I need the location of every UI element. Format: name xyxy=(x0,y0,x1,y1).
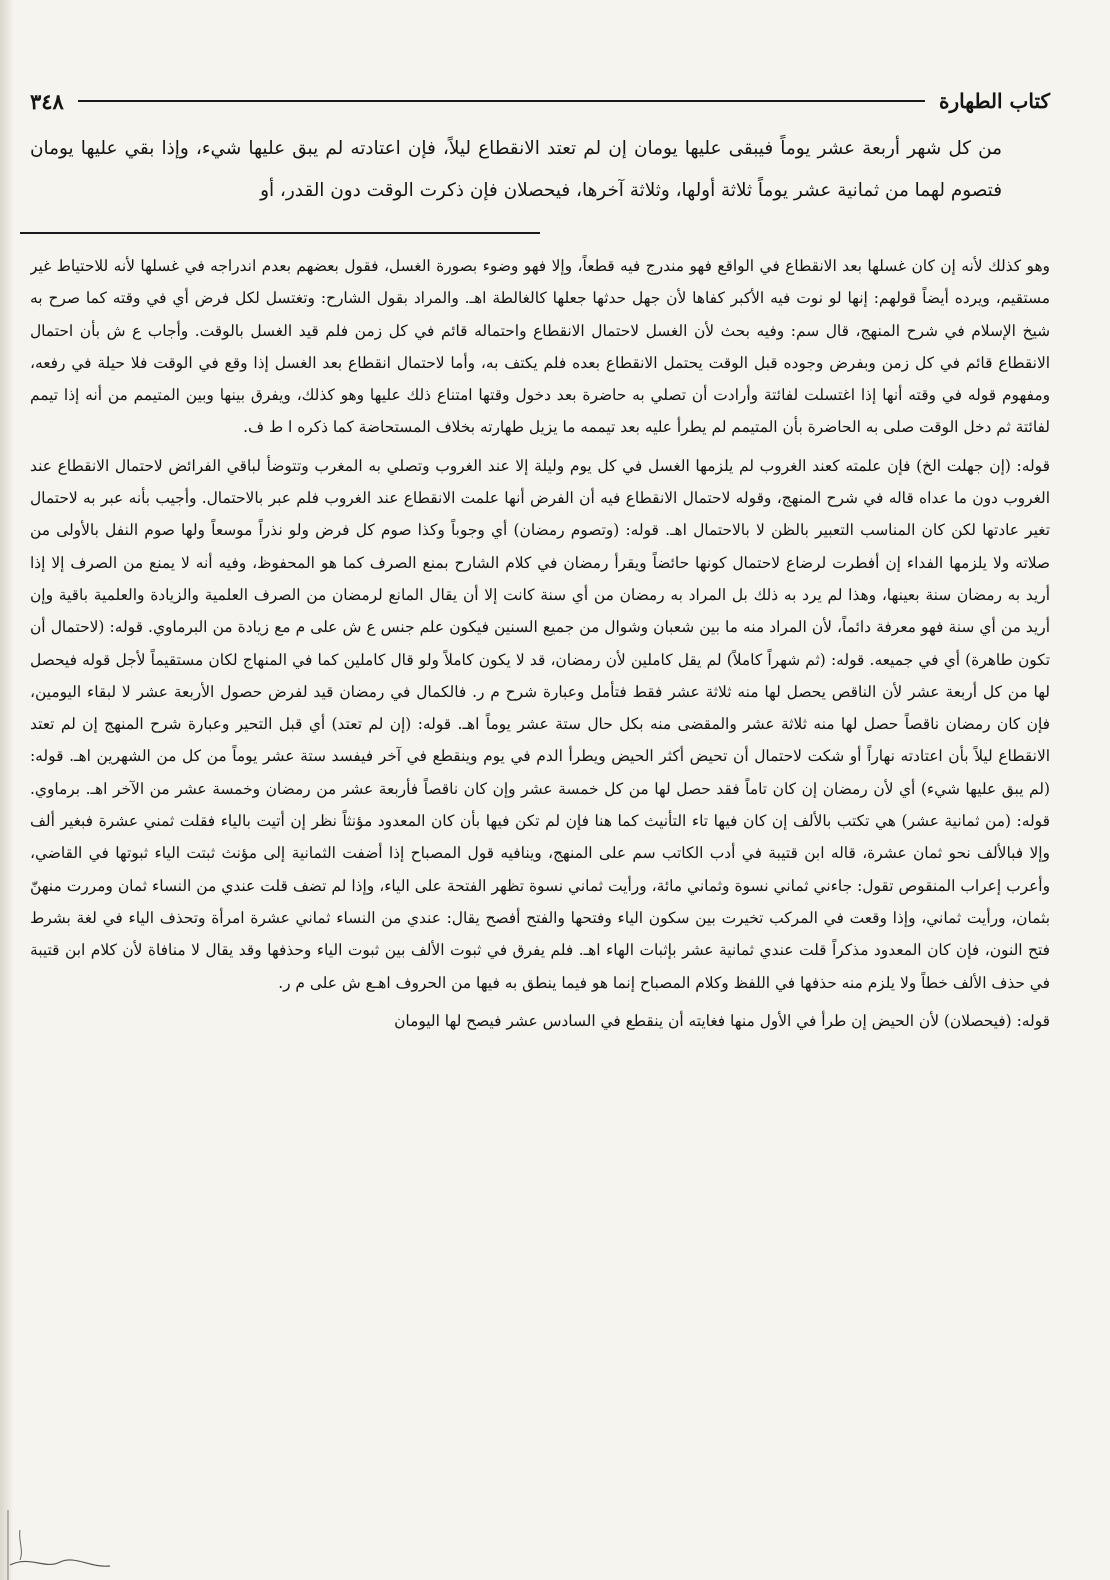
commentary-paragraph-3: قوله: (فيحصلان) لأن الحيض إن طرأ في الأول منها فغايته أن ينقطع في السادس عشر فيصح لها اليومان xyxy=(394,1011,1050,1030)
main-text-paragraph: من كل شهر أربعة عشر يوماً فيبقى عليها يومان إن لم تعتد الانقطاع ليلاً، فإن اعتادته لم يبق عليها شيء، وإذا بقي عليها يومان فتصوم لهما من ثمانية عشر يوماً ثلاثة أولها، وثلاثة آخرها، فيحصلان فإن ذكرت الوقت دون القدر، أو xyxy=(30,138,1002,201)
page-edge-shadow xyxy=(0,0,14,1580)
commentary-paragraph-2: قوله: (إن جهلت الخ) فإن علمته كعند الغروب لم يلزمها الغسل في كل يوم وليلة إلا عند الغروب وتصلي به المغرب وتتوضأ لباقي الفرائض لاحتمال الانقطاع عند الغروب دون ما عداه قاله في شرح المنهج، وقوله لاحتمال الانقطاع فيه أن الفرض أنها علمت الانقطاع عند الغروب فلم عبر بالاحتمال. وأجيب بأنه عبر به لاحتمال تغير عادتها لكن كان المناسب التعبير بالظن لا بالاحتمال اهـ. قوله: (وتصوم رمضان) أي وجوباً وكذا صوم كل فرض ولو نذراً موسعاً ولها صوم النفل بالأولى من صلاته ولا يلزمها الفداء إن أفطرت لرضاع لاحتمال كونها حائضاً ويقرأ رمضان في كلام الشارح بمنع الصرف كما هو المحفوظ، وفيه أنه لا يمنع من الصرف إلا إذا أريد به رمضان سنة بعينها، وهذا لم يرد به ذلك بل المراد به رمضان من أي سنة كانت إلا أن يقال المانع لرمضان من الصرف العلمية والزيادة والعلمية باقية وإن أريد من أي سنة فهو معرفة دائماً، لأن المراد منه ما بين شعبان وشوال من جميع السنين فيكون علم جنس ع ش على م مع زيادة من البرماوي. قوله: (لاحتمال أن تكون طاهرة) أي في جميعه. قوله: (ثم شهراً كاملاً) لم يقل كاملين لأن رمضان، قد لا يكون كاملاً ولو قال كاملين كما في المنهاج لكان مستقيماً لأجل قوله فيحصل لها من كل أربعة عشر لأن الناقص يحصل لها منه ثلاثة عشر فقط فتأمل وعبارة شرح م ر. فالكمال في رمضان قيد لفرض حصول الأربعة عشر لا لبقاء اليومين، فإن كان رمضان ناقصاً حصل لها منه ثلاثة عشر والمقضى منه بكل حال ستة عشر يوماً اهـ. قوله: (إن لم تعتد) أي قبل التحير وعبارة شرح المنهج إن لم تعتد الانقطاع ليلاً بأن اعتادته نهاراً أو شكت لاحتمال أن تحيض أكثر الحيض ويطرأ الدم في يوم وينقطع في آخر فيفسد ستة عشر يوماً من كل من الشهرين اهـ. قوله: (لم يبق عليها شيء) أي لأن رمضان إن كان تاماً فقد حصل لها من كل خمسة عشر وإن كان ناقصاً فأربعة عشر من رمضان وخمسة عشر من الآخر اهـ. برماوي. قوله: (من ثمانية عشر) هي تكتب بالألف إن كان فيها تاء التأنيث كما هنا فإن لم تكن فيها بأن كان المعدود مؤنثاً نظر إن أتيت بالياء فقلت ثمني عشرة فبغير ألف وإلا فبالألف نحو ثمان عشرة، قاله ابن قتيبة في أدب الكاتب سم على المنهج، وينافيه قول المصباح إذا أضفت الثمانية إلى مؤنث ثبتت الياء ثبوتها في القاضي، وأعرب إعراب المنقوص تقول: جاءني ثماني نسوة وثماني مائة، ورأيت ثماني نسوة تظهر الفتحة على الياء، وإذا لم تضف قلت عندي من النساء ثمان ومررت منهنّ بثمان، ورأيت ثماني، وإذا وقعت في المركب تخيرت بين سكون الياء وفتحها والفتح أفصح يقال: عندي من النساء ثماني عشرة امرأة وتحذف الياء في لغة بشرط فتح النون، فإن كان المعدود مذكراً قلت عندي ثمانية عشر بإثبات الهاء اهـ. فلم يفرق في ثبوت الألف بين ثبوت الياء وحذفها وقد يقال لا منافاة لأن كلام ابن قتيبة في حذف الألف خطاً ولا يلزم منه حذفها في اللفظ وكلام المصباح إنما هو فيما ينطق به فيها من الحروف اهـع ش على م ر. xyxy=(30,456,1050,992)
book-title: كتاب الطهارة xyxy=(939,89,1050,113)
page-header xyxy=(30,86,1050,116)
commentary-paragraph-1: وهو كذلك لأنه إن كان غسلها بعد الانقطاع في الواقع فهو مندرج فيه قطعاً، وإلا فهو وضوء بصورة الغسل، فقول بعضهم بعدم اندراجه في غسلها لأنه للاحتياط غير مستقيم، ويرده أيضاً قولهم: إنها لو نوت فيه الأكبر كفاها لأن جهل حدثها جعلها كالغالطة اهـ. والمراد بقول الشارح: وتغتسل لكل فرض أي في وقته كما صرح به شيخ الإسلام في شرح المنهج، قال سم: وفيه بحث لأن الغسل لاحتمال الانقطاع واحتماله قائم في كل زمن فلم قيد الغسل بالوقت. وأجاب ع ش بأن احتمال الانقطاع قائم في كل زمن وبفرض وجوده قبل الوقت يحتمل الانقطاع بعده فلم يكتف به، وأما لاحتمال انقطاع بعد الغسل إذا وقع في الوقت فلا حيلة في رفعه، ومفهوم قوله في وقته أنها إذا اغتسلت لفائتة وأرادت أن تصلي به حاضرة بعد دخول وقتها امتناع ذلك عليها وهو كذلك، ويفرق بينها وبين المتيمم من أنه إذا تيمم لفائتة ثم دخل الوقت صلى به الحاضرة بأن المتيمم لم يطرأ عليه بعد تيممه ما يزيل طهارته بخلاف المستحاضة كما ذكره ا ط ف. xyxy=(30,257,1050,437)
main-text-block xyxy=(30,128,1002,212)
footnote-divider xyxy=(20,232,540,234)
header-rule xyxy=(78,100,925,102)
commentary-block xyxy=(30,250,1050,1560)
page-number: ٣٤٨ xyxy=(30,88,64,114)
scan-ink-marks xyxy=(0,1470,120,1580)
